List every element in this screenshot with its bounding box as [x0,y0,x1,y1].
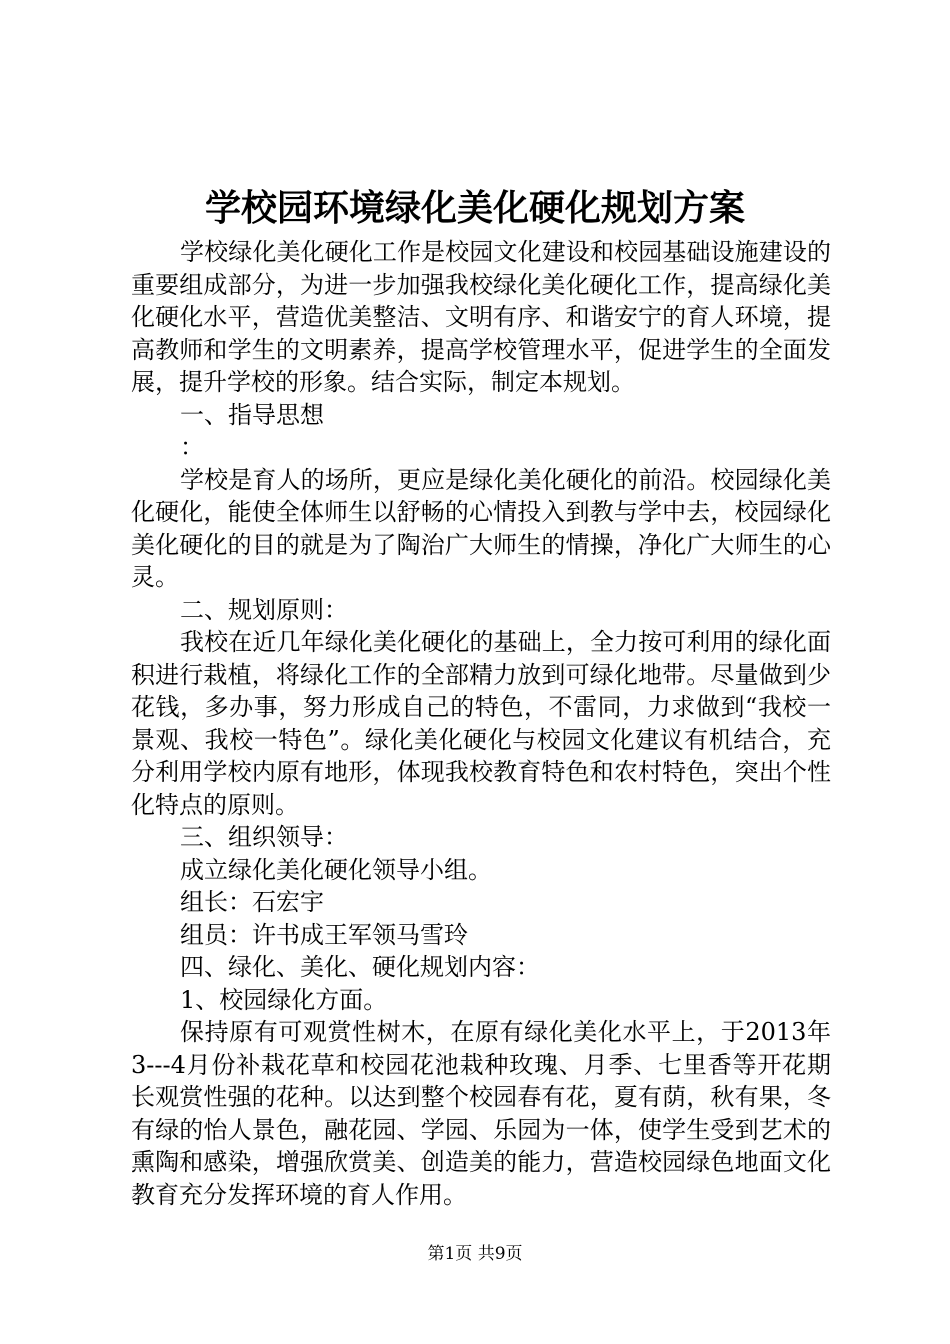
section-heading-organization: 三、组织领导： [180,823,348,851]
greening-paragraph: 保持原有可观赏性树木，在原有绿化美化水平上，于2013年3---4月份补栽花草和校园花池栽种玫瑰、月季、七里香等开花期长观赏性强的花种。以达到整个校园春有花，夏有荫，秋有果，冬有绿的怡人景色，融花园、学园、乐园为一体，使学生受到艺术的熏陶和感染，增强欣赏美、创造美的能力，营造校园绿色地面文化教育充分发挥环境的育人作用。 [131,1018,831,1209]
page-footer: 第1页 共9页 [427,1244,523,1264]
document-body [131,236,831,1211]
stray-colon: ： [180,433,204,461]
page-title: 学校园环境绿化美化硬化规划方案 [204,187,745,229]
section-heading-guiding-ideology: 一、指导思想 [180,400,324,429]
leadership-group-line: 成立绿化美化硬化领导小组。 [180,855,492,884]
intro-paragraph: 学校绿化美化硬化工作是校园文化建设和校园基础设施建设的重要组成部分，为进一步加强我校绿化美化硬化工作，提高绿化美化硬化水平，营造优美整洁、文明有序、和谐安宁的育人环境，提高教师和学生的文明素养，提高学校管理水平，促进学生的全面发展，提升学校的形象。结合实际，制定本规划。 [131,238,831,396]
section-heading-planning-principles: 二、规划原则： [180,595,348,624]
group-leader-line: 组长：石宏宇 [180,888,324,916]
subsection-heading-greening: 1、校园绿化方面。 [180,985,388,1014]
guiding-ideology-paragraph: 学校是育人的场所，更应是绿化美化硬化的前沿。校园绿化美化硬化，能使全体师生以舒畅的心情投入到教与学中去，校园绿化美化硬化的目的就是为了陶治广大师生的情操，净化广大师生的心灵。 [131,465,831,591]
planning-principles-paragraph: 我校在近几年绿化美化硬化的基础上，全力按可利用的绿化面积进行栽植，将绿化工作的全部精力放到可绿化地带。尽量做到少花钱，多办事，努力形成自己的特色，不雷同，力求做到“我校一景观、我校一特色”。绿化美化硬化与校园文化建议有机结合，充分利用学校内原有地形，体现我校教育特色和农村特色，突出个性化特点的原则。 [131,628,831,819]
section-heading-plan-content: 四、绿化、美化、硬化规划内容： [180,953,540,981]
group-members-line: 组员：许书成王军领马雪玲 [180,920,468,949]
